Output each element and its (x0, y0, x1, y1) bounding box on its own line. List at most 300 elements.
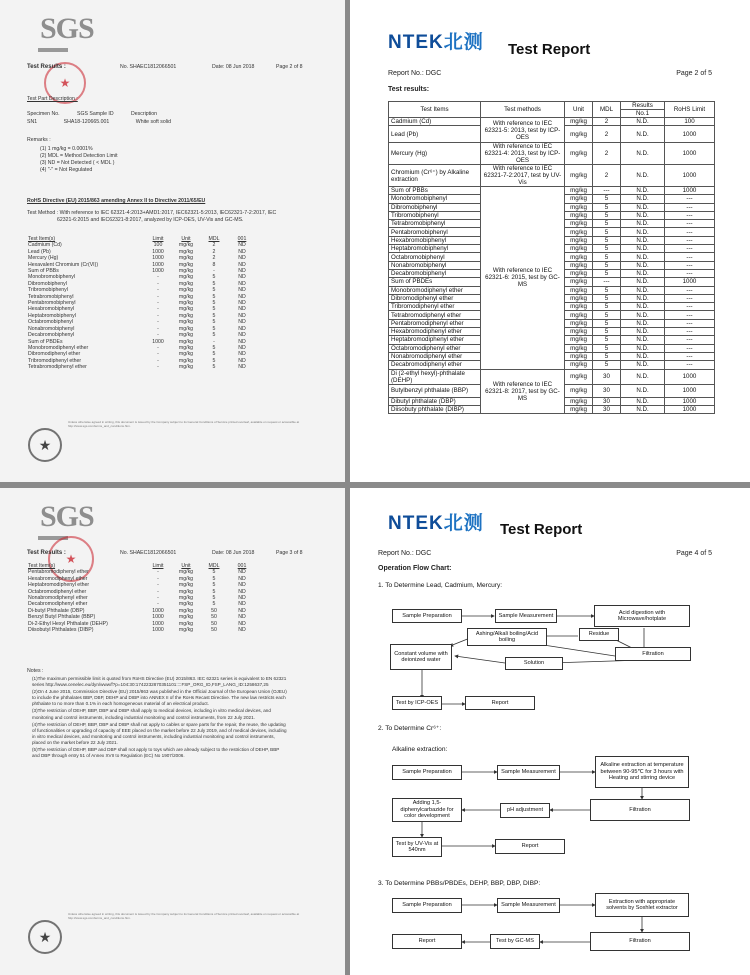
column-header: 001 (237, 563, 247, 569)
table-cell: - (157, 357, 159, 364)
remark-item: (2) MDL = Method Detection Limit (40, 153, 118, 159)
table-cell: ND (238, 620, 246, 627)
result-cell: N.D. (621, 361, 665, 369)
table-cell: mg/kg (178, 293, 194, 300)
ntek-logo-chinese: 北测 (443, 32, 484, 53)
result-cell: N.D. (621, 369, 665, 384)
table-cell: 5 (212, 344, 216, 351)
limit-cell: 1000 (665, 369, 715, 384)
unit-cell: mg/kg (565, 303, 593, 311)
result-cell: N.D. (621, 143, 665, 165)
mdl-cell: 30 (593, 397, 621, 405)
test-method (27, 210, 327, 224)
result-cell: N.D. (621, 203, 665, 211)
test-item-cell: Heptabromodiphenyl ether (389, 336, 481, 344)
limit-cell: 1000 (665, 384, 715, 397)
mdl-cell: 2 (593, 118, 621, 126)
table-cell: 5 (212, 274, 216, 281)
table-cell: - (157, 575, 159, 582)
test-item-cell: Monobromobiphenyl (389, 195, 481, 203)
table-cell: 8 (212, 261, 216, 268)
limit-cell: --- (665, 220, 715, 228)
test-item-cell: Hexabromobiphenyl (389, 236, 481, 244)
result-cell: N.D. (621, 195, 665, 203)
remarks-list (40, 146, 118, 174)
report-number: Report No.: DGC (388, 70, 442, 77)
table-cell: - (157, 274, 159, 281)
table-cell: ND (238, 312, 246, 319)
sgs-logo: SGS (40, 500, 94, 533)
report-number: Report No.: DGC (378, 550, 432, 557)
table-cell: ND (238, 588, 246, 595)
table-cell: Octabromobiphenyl (28, 319, 73, 326)
table-cell: 1000 (152, 248, 164, 255)
table-header-row (389, 102, 715, 110)
red-seal-stamp: ★ (48, 536, 94, 582)
table-cell: 5 (212, 601, 216, 608)
table-cell: ND (238, 364, 246, 371)
table-cell: Lead (Pb) (28, 248, 51, 255)
limit-cell: 1000 (665, 405, 715, 413)
table-cell: - (157, 280, 159, 287)
specimen-header: Description (131, 111, 157, 117)
table-cell: mg/kg (178, 607, 194, 614)
table-cell: mg/kg (178, 268, 194, 275)
column-header: RoHS Limit (665, 102, 715, 118)
table-cell: Tetrabromodiphenyl ether (28, 364, 87, 371)
unit-cell: mg/kg (565, 228, 593, 236)
ntek-report-page-4 (350, 488, 750, 975)
table-cell: mg/kg (178, 569, 194, 576)
red-seal-stamp: ★ (44, 62, 86, 104)
unit-cell: mg/kg (565, 369, 593, 384)
table-cell: mg/kg (178, 338, 194, 345)
table-cell: ND (238, 601, 246, 608)
unit-cell: mg/kg (565, 384, 593, 397)
test-item-cell: Lead (Pb) (389, 126, 481, 143)
directive-heading: RoHS Directive (EU) 2015/863 amending Annex II to Directive 2011/65/EU (27, 198, 206, 204)
unit-cell: mg/kg (565, 187, 593, 195)
column-header: Unit (181, 563, 191, 569)
table-cell: ND (238, 255, 246, 262)
table-cell: Octabromodiphenyl ether (28, 588, 87, 595)
flow1-filtration: Filtration (615, 647, 691, 661)
flow2-adding-diphenylcarbazide: Adding 1,5-diphenylcarbazide for color development (392, 798, 462, 822)
sgs-round-seal: ★ (28, 428, 62, 462)
limit-cell: --- (665, 344, 715, 352)
table-cell: - (157, 293, 159, 300)
mdl-cell: --- (593, 187, 621, 195)
flow2-sample-preparation: Sample Preparation (392, 765, 462, 780)
table-cell: Tribromodiphenyl ether (28, 357, 82, 364)
test-item-cell: Heptabromobiphenyl (389, 245, 481, 253)
table-cell: - (157, 364, 159, 371)
table-cell: Nonabromodiphenyl ether (28, 595, 88, 602)
table-cell: Mercury (Hg) (28, 255, 59, 262)
result-cell: N.D. (621, 165, 665, 187)
test-item-cell: Octabromobiphenyl (389, 253, 481, 261)
flow-1-heading: 1. To Determine Lead, Cadmium, Mercury: (378, 582, 503, 589)
sgs-results-table-continued (27, 563, 257, 633)
notes-heading: Notes : (27, 668, 44, 674)
table-cell: ND (238, 351, 246, 358)
unit-cell: mg/kg (565, 126, 593, 143)
table-cell: Pentabromodiphenyl ether (28, 569, 89, 576)
test-item-cell: Nonabromobiphenyl (389, 261, 481, 269)
terms-footer: Unless otherwise agreed in writing, this document is issued by the Company subject to its General Conditions of Service printed overleaf, available on request or accessible at http://www.sgs.com/terms_and_conditions.htm. (68, 912, 300, 920)
table-row (27, 627, 257, 633)
limit-cell: --- (665, 261, 715, 269)
result-cell: N.D. (621, 269, 665, 277)
limit-cell: --- (665, 303, 715, 311)
unit-cell: mg/kg (565, 236, 593, 244)
table-cell: mg/kg (178, 364, 194, 371)
report-title: Test Report (508, 41, 591, 58)
table-cell: mg/kg (178, 255, 194, 262)
mdl-cell: 5 (593, 303, 621, 311)
table-cell: 5 (212, 357, 216, 364)
table-cell: 100 (153, 242, 163, 249)
table-cell: 1000 (152, 255, 164, 262)
table-cell: Decabromobiphenyl (28, 332, 75, 339)
flow2-test-uv-vis: Test by UV-Vis at 540nm (392, 837, 442, 857)
table-cell: 5 (212, 325, 216, 332)
test-method-line: Test Method : With reference to IEC 62321-4:2013+AMD1:2017, IEC62321-5:2013, IEC62321-7-2:2017, IEC (27, 210, 277, 216)
table-cell: 50 (211, 607, 217, 614)
test-method-cell: With reference to IEC 62321-8: 2017, test by GC-MS (481, 369, 565, 414)
remarks-heading: Remarks : (27, 137, 51, 143)
column-header: Limit (152, 236, 164, 242)
table-cell: ND (238, 287, 246, 294)
result-cell: N.D. (621, 187, 665, 195)
sgs-round-seal: ★ (28, 920, 62, 954)
result-cell: N.D. (621, 344, 665, 352)
table-cell: mg/kg (178, 595, 194, 602)
table-cell: ND (238, 607, 246, 614)
mdl-cell: 5 (593, 253, 621, 261)
table-cell: 5 (212, 575, 216, 582)
note-item: (4)The restriction of DEHP, BBP, DBP and DIBP shall not apply to cables or spare parts for the repair, the reuse, the updating of functionalities or upgrading of capacity of EEE placed on the market before 22 July 2019, and of medical devices, including in vitro medical devices, and monitoring and control instruments, including industrial monitoring and control instruments, placed on the market before 22 July 2021. (32, 721, 287, 745)
unit-cell: mg/kg (565, 118, 593, 126)
column-header: Unit (181, 236, 191, 242)
table-cell: - (157, 601, 159, 608)
unit-cell: mg/kg (565, 319, 593, 327)
table-cell: ND (238, 274, 246, 281)
flow2-alkaline-extraction: Alkaline extraction at temperature between 90-95℃ for 3 hours with Heating and stirring device (595, 756, 689, 788)
table-cell: 1000 (152, 268, 164, 275)
unit-cell: mg/kg (565, 361, 593, 369)
test-item-cell: Sum of PBDEs (389, 278, 481, 286)
test-method-cell: With reference to IEC 62321-6: 2015, test by GC-MS (481, 187, 565, 370)
sgs-logo: SGS (40, 12, 94, 45)
sgs-report-page-2 (0, 0, 345, 482)
test-item-cell: Monobromodiphenyl ether (389, 286, 481, 294)
table-cell: Nonabromobiphenyl (28, 325, 75, 332)
table-cell: Hexabromodiphenyl ether (28, 575, 88, 582)
table-cell: ND (238, 569, 246, 576)
test-method-cell: With reference to IEC 62321-7-2:2017, test by UV-Vis (481, 165, 565, 187)
limit-cell: 1000 (665, 278, 715, 286)
column-header: Test Items (389, 102, 481, 118)
limit-cell: 1000 (665, 143, 715, 165)
test-item-cell: Hexabromodiphenyl ether (389, 328, 481, 336)
table-cell: ND (238, 627, 246, 634)
table-cell: ND (238, 338, 246, 345)
table-cell: - (157, 582, 159, 589)
mdl-cell: 2 (593, 165, 621, 187)
table-cell: 5 (212, 332, 216, 339)
table-cell: Decabromodiphenyl ether (28, 601, 88, 608)
table-row (389, 165, 715, 187)
unit-cell: mg/kg (565, 336, 593, 344)
flow1-report: Report (465, 696, 535, 710)
flow2-sample-measurement: Sample Measurement (497, 765, 560, 780)
table-cell: Sum of PBDEs (28, 338, 63, 345)
table-cell: - (157, 319, 159, 326)
table-cell: ND (238, 293, 246, 300)
test-results-heading: Test Results : (27, 64, 66, 70)
test-item-cell: Sum of PBBs (389, 187, 481, 195)
terms-footer: Unless otherwise agreed in writing, this document is issued by the Company subject to its General Conditions of Service printed overleaf, available on request or accessible at http://www.sgs.com/terms_and_conditions.htm. (68, 420, 300, 428)
mdl-cell: 5 (593, 236, 621, 244)
table-row (389, 143, 715, 165)
mdl-cell: 5 (593, 203, 621, 211)
limit-cell: --- (665, 352, 715, 360)
column-header: Test Item(s) (28, 236, 56, 242)
result-cell: N.D. (621, 336, 665, 344)
mdl-cell: 30 (593, 405, 621, 413)
result-cell: N.D. (621, 311, 665, 319)
specimen-cell: White soft solid (135, 119, 171, 125)
test-item-cell: Tribromodiphenyl ether (389, 303, 481, 311)
ntek-report-page-2 (350, 0, 750, 482)
unit-cell: mg/kg (565, 261, 593, 269)
flow3-filtration: Filtration (590, 932, 690, 951)
mdl-cell: 5 (593, 344, 621, 352)
table-cell: 1000 (152, 627, 164, 634)
flow3-report: Report (392, 934, 462, 949)
table-cell: Benzyl Butyl Phthalate (BBP) (28, 614, 96, 621)
table-cell: - (213, 268, 215, 275)
test-item-cell: Pentabromobiphenyl (389, 228, 481, 236)
ntek-logo-chinese: 北测 (443, 513, 484, 534)
table-cell: - (157, 588, 159, 595)
table-cell: Diisobutyl Phthalates (DIBP) (28, 627, 94, 634)
table-cell: 5 (212, 300, 216, 307)
specimen-row (27, 119, 171, 126)
ntek-logo-text: NTEK (388, 513, 444, 534)
limit-cell: --- (665, 195, 715, 203)
table-cell: - (157, 332, 159, 339)
table-cell: ND (238, 319, 246, 326)
table-cell: 5 (212, 588, 216, 595)
flow3-soxhlet-extraction: Extraction with appropriate solvents by Soxhlet extractor (595, 893, 689, 917)
test-item-cell: Mercury (Hg) (389, 143, 481, 165)
test-item-cell: Decabromodiphenyl ether (389, 361, 481, 369)
test-item-cell: Cadmium (Cd) (389, 118, 481, 126)
table-cell: 1000 (152, 614, 164, 621)
result-cell: N.D. (621, 405, 665, 413)
table-cell: Cadmium (Cd) (28, 242, 62, 249)
test-item-cell: Butylbenzyl phthalate (BBP) (389, 384, 481, 397)
table-cell: 5 (212, 312, 216, 319)
unit-cell: mg/kg (565, 344, 593, 352)
table-cell: 50 (211, 614, 217, 621)
test-method-line: 62321-6:2015 and IEC62321-8:2017, analyzed by ICP-OES, UV-Vis and GC-MS. (57, 217, 244, 223)
test-item-cell: Dibutyl phthalate (DBP) (389, 397, 481, 405)
sgs-logo-bar (38, 48, 68, 52)
limit-cell: --- (665, 311, 715, 319)
mdl-cell: --- (593, 278, 621, 286)
table-cell: ND (238, 575, 246, 582)
table-cell: 5 (212, 595, 216, 602)
section-heading: Operation Flow Chart: (378, 565, 452, 572)
flow2-report: Report (495, 839, 565, 854)
limit-cell: --- (665, 245, 715, 253)
table-cell: ND (238, 261, 246, 268)
ntek-logo (388, 27, 484, 54)
unit-cell: mg/kg (565, 203, 593, 211)
table-cell: mg/kg (178, 575, 194, 582)
table-cell: mg/kg (178, 261, 194, 268)
test-item-cell: Diisobuty phthalate (DIBP) (389, 405, 481, 413)
report-number: No. SHAEC1812066501 (120, 550, 177, 556)
unit-cell: mg/kg (565, 253, 593, 261)
limit-cell: 1000 (665, 397, 715, 405)
note-item: (5)The restriction of DEHP, BBP and DBP shall not apply to toys which are already subject to the restriction of DEHP, BBP and DBP through entry 51 of Annex XVII to Regulation (EC) No 1907/2006. (32, 747, 280, 759)
table-cell: ND (238, 582, 246, 589)
result-cell: N.D. (621, 294, 665, 302)
table-cell: 1000 (152, 620, 164, 627)
table-cell: 5 (212, 319, 216, 326)
table-cell: Monobromobiphenyl (28, 274, 76, 281)
unit-cell: mg/kg (565, 294, 593, 302)
table-row (27, 364, 257, 370)
table-cell: ND (238, 344, 246, 351)
flow1-solution: Solution (505, 657, 563, 670)
result-cell: N.D. (621, 261, 665, 269)
result-cell: N.D. (621, 384, 665, 397)
flow3-sample-preparation: Sample Preparation (392, 898, 462, 913)
unit-cell: mg/kg (565, 143, 593, 165)
table-cell: 50 (211, 620, 217, 627)
mdl-cell: 5 (593, 361, 621, 369)
table-cell: - (157, 325, 159, 332)
table-cell: mg/kg (178, 357, 194, 364)
table-cell: mg/kg (178, 248, 194, 255)
page-number: Page 3 of 8 (276, 550, 303, 556)
unit-cell: mg/kg (565, 278, 593, 286)
table-cell: Heptabromodiphenyl ether (28, 582, 90, 589)
column-header: MDL (208, 563, 220, 569)
mdl-cell: 5 (593, 294, 621, 302)
column-subheader: No.1 (621, 110, 665, 118)
table-cell: - (157, 300, 159, 307)
report-date: Date: 08 Jun 2018 (212, 64, 255, 70)
table-cell: Hexavalent Chromium (Cr(VI)) (28, 261, 99, 268)
unit-cell: mg/kg (565, 269, 593, 277)
test-item-cell: Octabromodiphenyl ether (389, 344, 481, 352)
table-cell: Hexabromobiphenyl (28, 306, 75, 313)
test-item-cell: Tribromobiphenyl (389, 211, 481, 219)
table-cell: mg/kg (178, 300, 194, 307)
table-cell: 5 (212, 293, 216, 300)
mdl-cell: 5 (593, 195, 621, 203)
result-cell: N.D. (621, 211, 665, 219)
table-cell: mg/kg (178, 627, 194, 634)
result-cell: N.D. (621, 278, 665, 286)
report-date: Date: 08 Jun 2018 (212, 550, 255, 556)
limit-cell: 1000 (665, 165, 715, 187)
mdl-cell: 5 (593, 220, 621, 228)
note-item: (1)The maximum permissible limit is quoted from RoHS Directive (EU) 2015/863. IEC 62321 series is equivalent to EN 62321 series http://www.cenelec.eu/dyn/www/f?p=104:30:1742232870351101::::FSP_ORG_ID,FSP_LANG_ID:1258637,25 (32, 676, 287, 688)
table-cell: 5 (212, 364, 216, 371)
table-cell: 1000 (152, 338, 164, 345)
remark-item: (4) "-" = Not Regulated (40, 167, 93, 173)
result-cell: N.D. (621, 253, 665, 261)
limit-cell: 100 (665, 118, 715, 126)
report-number: No. SHAEC1812066501 (120, 64, 177, 70)
table-cell: mg/kg (178, 582, 194, 589)
flow1-sample-preparation: Sample Preparation (392, 609, 462, 623)
mdl-cell: 5 (593, 328, 621, 336)
unit-cell: mg/kg (565, 195, 593, 203)
table-cell: 1000 (152, 607, 164, 614)
table-row (389, 369, 715, 384)
limit-cell: --- (665, 336, 715, 344)
table-cell: mg/kg (178, 306, 194, 313)
test-method-cell: With reference to IEC 62321-5: 2013, test by ICP-OES (481, 118, 565, 143)
mdl-cell: 5 (593, 311, 621, 319)
notes-list (32, 676, 288, 759)
unit-cell: mg/kg (565, 211, 593, 219)
flow1-residue: Residue (579, 628, 619, 641)
table-cell: 5 (212, 582, 216, 589)
flow2-filtration: Filtration (590, 799, 690, 821)
table-cell: - (157, 351, 159, 358)
table-cell: mg/kg (178, 274, 194, 281)
page-number: Page 2 of 8 (276, 64, 303, 70)
test-results-heading: Test Results : (27, 550, 66, 556)
note-item: (3)The restriction of DEHP, BBP, DBP and DIBP shall apply to medical devices, including in vitro medical devices, and monitoring and control instruments, including industrial monitoring and control instruments, from 22 July 2021. (32, 708, 271, 720)
table-cell: mg/kg (178, 319, 194, 326)
table-cell: ND (238, 248, 246, 255)
table-cell: mg/kg (178, 280, 194, 287)
table-cell: Dibromobiphenyl (28, 280, 67, 287)
table-cell: Monobromodiphenyl ether (28, 344, 89, 351)
specimen-header: SGS Sample ID (77, 111, 114, 117)
result-cell: N.D. (621, 220, 665, 228)
test-item-cell: Dibromobiphenyl (389, 203, 481, 211)
limit-cell: --- (665, 211, 715, 219)
table-cell: mg/kg (178, 614, 194, 621)
page-number: Page 2 of 5 (676, 70, 712, 77)
test-method-cell: With reference to IEC 62321-4: 2013, test by ICP-OES (481, 143, 565, 165)
mdl-cell: 2 (593, 143, 621, 165)
test-item-cell: Pentabromodiphenyl ether (389, 319, 481, 327)
limit-cell: --- (665, 228, 715, 236)
test-item-cell: Dibromodiphenyl ether (389, 294, 481, 302)
table-cell: ND (238, 332, 246, 339)
flow3-sample-measurement: Sample Measurement (497, 898, 560, 913)
table-row (389, 187, 715, 195)
table-cell: mg/kg (178, 287, 194, 294)
table-cell: 2 (212, 255, 216, 262)
table-cell: Tetrabromobiphenyl (28, 293, 74, 300)
test-item-cell: Tetrabromobiphenyl (389, 220, 481, 228)
column-header: Limit (152, 563, 164, 569)
remark-item: (3) ND = Not Detected ( < MDL ) (40, 160, 115, 166)
